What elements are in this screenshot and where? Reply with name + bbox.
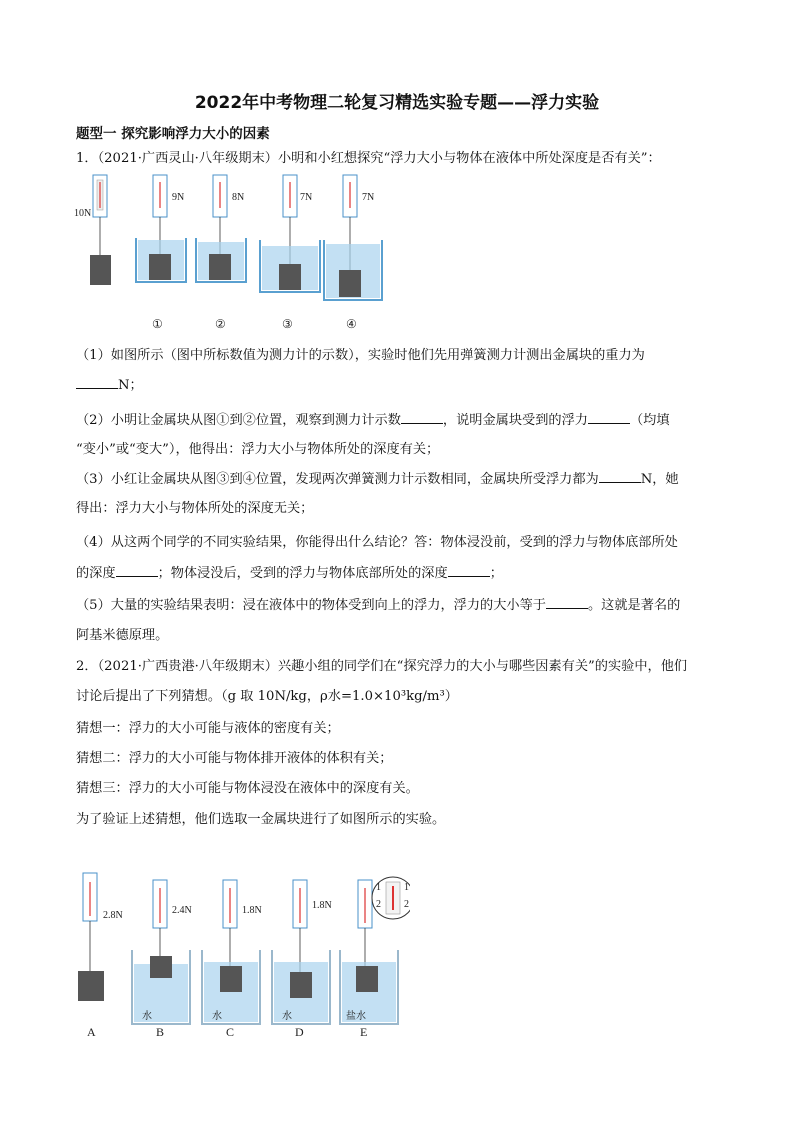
- q1-meter-5: [324, 175, 382, 300]
- q2-intro: 为了验证上述猜想，他们选取一金属块进行了如图所示的实验。: [76, 812, 446, 827]
- q1-caption-4: ④: [346, 317, 357, 331]
- q1-meter-1: [74, 175, 111, 285]
- q2-meter-a: [78, 873, 123, 1001]
- q2-figure: [70, 868, 410, 1040]
- q1-part5-cont: 阿基米德原理。: [76, 628, 169, 643]
- q2-liquid-d: 水: [282, 1011, 292, 1022]
- section-heading: 题型一 探究影响浮力大小的因素: [76, 126, 270, 142]
- zoom-tick-1: 1: [376, 882, 381, 893]
- zoom-tick-4: 2: [404, 899, 409, 910]
- q1-meter-4: [260, 175, 320, 292]
- q1-part1: （1）如图所示（图中所标数值为测力计的示数），实验时他们先用弹簧测力计测出金属块的重力为: [76, 348, 645, 363]
- q2-meter-b: [132, 880, 192, 1024]
- zoom-tick-2: 2: [376, 899, 381, 910]
- q2-reading-d: 1.8N: [312, 900, 332, 911]
- q2-liquid-c: 水: [212, 1011, 222, 1022]
- answer-blank[interactable]: [599, 472, 641, 483]
- q1-reading-1: 10N: [74, 208, 92, 219]
- q2-liquid-b: 水: [142, 1011, 152, 1022]
- q2-liquid-e: 盐水: [346, 1011, 366, 1022]
- page-title: 2022年中考物理二轮复习精选实验专题——浮力实验: [194, 93, 600, 113]
- q1-reading-2: 9N: [172, 192, 185, 203]
- q2-meter-e: [340, 877, 410, 1024]
- q2-reading-a: 2.8N: [103, 910, 123, 921]
- q2-guess-1: 猜想一：浮力的大小可能与液体的密度有关；: [76, 721, 340, 736]
- q2-caption-b: B: [156, 1025, 165, 1039]
- q1-reading-4: 7N: [300, 192, 313, 203]
- q2-caption-c: C: [226, 1025, 235, 1039]
- q1-part2-cont: “变小”或“变大”），他得出：浮力大小与物体所处的深度有关；: [76, 442, 440, 457]
- q1-caption-3: ③: [282, 317, 293, 331]
- q1-part3-cont: 得出：浮力大小与物体所处的深度无关；: [76, 501, 314, 516]
- q2-caption-e: E: [360, 1025, 368, 1039]
- answer-blank[interactable]: [401, 413, 443, 424]
- q1-part4: （4）从这两个同学的不同实验结果，你能得出什么结论？答：物体浸没前，受到的浮力与物体底部所处: [76, 535, 678, 550]
- q1-meter-3: [196, 175, 246, 282]
- q2-guess-2: 猜想二：浮力的大小可能与物体排开液体的体积有关；: [76, 751, 393, 766]
- q1-stem: 1．（2021·广西灵山·八年级期末）小明和小红想探究“浮力大小与物体在液体中所处深度是否有关”：: [76, 151, 661, 166]
- q1-figure: [70, 170, 400, 335]
- q2-stem-cont: 讨论后提出了下列猜想。（g 取 10N/kg，ρ水=1.0×10³kg/m³）: [76, 689, 458, 704]
- zoom-tick-3: 1: [404, 882, 409, 893]
- q2-guess-3: 猜想三：浮力的大小可能与物体浸没在液体中的深度有关。: [76, 781, 419, 796]
- q2-reading-c: 1.8N: [242, 905, 262, 916]
- q1-part3: （3）小红让金属块从图③到④位置，发现两次弹簧测力计示数相同，金属块所受浮力都为 N，她: [76, 472, 679, 487]
- q1-part4-cont: 的深度 ；物体浸没后，受到的浮力与物体底部所处的深度 ；: [76, 566, 503, 581]
- answer-blank[interactable]: [76, 378, 118, 389]
- q1-meter-2: [136, 175, 186, 282]
- answer-blank[interactable]: [116, 566, 158, 577]
- answer-blank[interactable]: [448, 566, 490, 577]
- q1-part5: （5）大量的实验结果表明：浸在液体中的物体受到向上的浮力，浮力的大小等于 。这就是著名的: [76, 598, 681, 613]
- q2-meter-d: [272, 880, 332, 1024]
- q1-reading-3: 8N: [232, 192, 245, 203]
- q2-caption-d: D: [295, 1025, 304, 1039]
- q1-part1-cont: N；: [76, 374, 143, 393]
- q1-caption-1: ①: [152, 317, 163, 331]
- q1-caption-2: ②: [215, 317, 226, 331]
- answer-blank[interactable]: [546, 598, 588, 609]
- q1-reading-5: 7N: [362, 192, 375, 203]
- q1-part2: （2）小明让金属块从图①到②位置，观察到测力计示数 ，说明金属块受到的浮力 （均填: [76, 413, 670, 428]
- q2-meter-c: [202, 880, 262, 1024]
- answer-blank[interactable]: [588, 413, 630, 424]
- q2-caption-a: A: [87, 1025, 96, 1039]
- q2-reading-b: 2.4N: [172, 905, 192, 916]
- q2-stem: 2．（2021·广西贵港·八年级期末）兴趣小组的同学们在“探究浮力的大小与哪些因素有关”的实验中，他们: [76, 659, 688, 674]
